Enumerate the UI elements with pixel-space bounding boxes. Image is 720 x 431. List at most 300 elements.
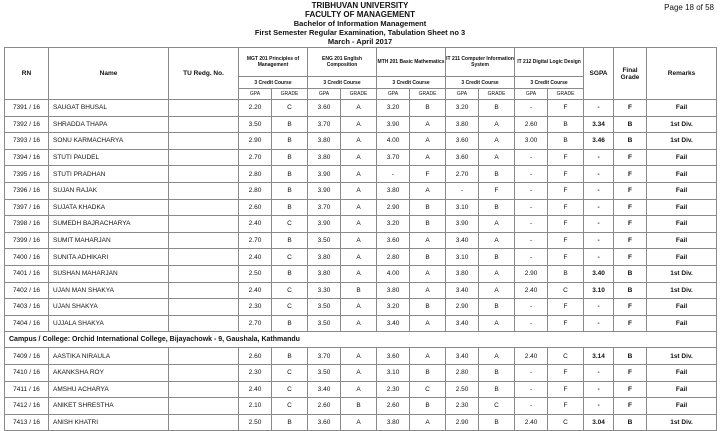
gpa-cell: 3.50 [239, 116, 272, 133]
table-row [5, 199, 717, 216]
gpa-cell: 3.10 [446, 199, 479, 216]
col-grade: GRADE [548, 89, 584, 100]
grade-cell: C [272, 398, 308, 415]
gpa-cell: 2.40 [239, 249, 272, 266]
gpa-cell: 3.80 [446, 265, 479, 282]
gpa-cell: - [377, 166, 410, 183]
final-grade-cell: F [614, 232, 647, 249]
table-row [5, 166, 717, 183]
name-cell: SUJAN RAJAK [49, 182, 169, 199]
grade-cell: A [341, 265, 377, 282]
final-grade-cell: F [614, 249, 647, 266]
name-cell: SUNITA ADHIKARI [49, 249, 169, 266]
grade-cell: C [272, 249, 308, 266]
name-cell: UJJALA SHAKYA [49, 315, 169, 332]
final-grade-cell: B [614, 116, 647, 133]
gpa-cell: 3.30 [308, 282, 341, 299]
rn-cell: 7410 / 16 [5, 364, 49, 381]
gpa-cell: 3.50 [308, 315, 341, 332]
grade-cell: B [272, 232, 308, 249]
grade-cell: C [479, 398, 515, 415]
grade-cell: B [548, 116, 584, 133]
grade-cell: B [410, 398, 446, 415]
col-tu-redg: TU Redg. No. [169, 48, 239, 100]
rn-cell: 7393 / 16 [5, 133, 49, 150]
gpa-cell: 3.80 [308, 249, 341, 266]
sgpa-cell: - [584, 398, 614, 415]
program-title: Bachelor of Information Management [293, 19, 427, 28]
gpa-cell: 3.60 [377, 232, 410, 249]
rn-cell: 7409 / 16 [5, 348, 49, 365]
grade-cell: B [272, 199, 308, 216]
gpa-cell: 2.40 [239, 282, 272, 299]
grade-cell: B [479, 414, 515, 431]
name-cell: UJAN MAN SHAKYA [49, 282, 169, 299]
sgpa-cell: 3.10 [584, 282, 614, 299]
gpa-cell: 3.60 [377, 348, 410, 365]
grade-cell: A [479, 282, 515, 299]
grade-cell: B [272, 182, 308, 199]
grade-cell: B [479, 381, 515, 398]
grade-cell: A [341, 381, 377, 398]
rn-cell: 7413 / 16 [5, 414, 49, 431]
grade-cell: C [272, 282, 308, 299]
gpa-cell: - [515, 232, 548, 249]
grade-cell: A [341, 216, 377, 233]
gpa-cell: 3.40 [308, 381, 341, 398]
name-cell: SAUGAT BHUSAL [49, 100, 169, 117]
gpa-cell: 3.80 [377, 182, 410, 199]
col-gpa: GPA [239, 89, 272, 100]
col-gpa: GPA [515, 89, 548, 100]
gpa-cell: 3.40 [446, 348, 479, 365]
grade-cell: A [410, 315, 446, 332]
gpa-cell: 2.80 [239, 182, 272, 199]
grade-cell: B [272, 265, 308, 282]
final-grade-cell: F [614, 216, 647, 233]
gpa-cell: 2.90 [446, 299, 479, 316]
gpa-cell: 3.40 [377, 315, 410, 332]
rn-cell: 7394 / 16 [5, 149, 49, 166]
remarks-cell: Fail [647, 232, 717, 249]
table-row [5, 265, 717, 282]
col-remarks: Remarks [647, 48, 717, 100]
rn-cell: 7403 / 16 [5, 299, 49, 316]
tu-redg-cell [169, 133, 239, 150]
grade-cell: F [548, 299, 584, 316]
gpa-cell: 2.40 [515, 348, 548, 365]
remarks-cell: Fail [647, 299, 717, 316]
grade-cell: F [548, 216, 584, 233]
gpa-cell: - [515, 249, 548, 266]
gpa-cell: 3.80 [308, 265, 341, 282]
table-row [5, 315, 717, 332]
sgpa-cell: - [584, 199, 614, 216]
session-title: March - April 2017 [327, 37, 393, 46]
sgpa-cell: - [584, 299, 614, 316]
col-grade: GRADE [272, 89, 308, 100]
gpa-cell: 2.60 [308, 398, 341, 415]
grade-cell: A [410, 282, 446, 299]
sgpa-cell: - [584, 182, 614, 199]
table-row [5, 249, 717, 266]
tabulation-table [4, 47, 717, 431]
gpa-cell: 3.70 [308, 116, 341, 133]
final-grade-cell: F [614, 166, 647, 183]
grade-cell: A [410, 348, 446, 365]
sgpa-cell: - [584, 381, 614, 398]
grade-cell: B [341, 398, 377, 415]
sgpa-cell: - [584, 249, 614, 266]
sgpa-cell: - [584, 149, 614, 166]
gpa-cell: 3.60 [446, 149, 479, 166]
remarks-cell: Fail [647, 315, 717, 332]
col-gpa: GPA [446, 89, 479, 100]
col-subject-3: MTH 201 Basic Mathematics [377, 48, 446, 77]
table-row [5, 232, 717, 249]
gpa-cell: 4.00 [377, 133, 410, 150]
gpa-cell: 2.90 [515, 265, 548, 282]
grade-cell: B [479, 199, 515, 216]
name-cell: AKANKSHA ROY [49, 364, 169, 381]
grade-cell: A [341, 182, 377, 199]
gpa-cell: 3.40 [446, 232, 479, 249]
name-cell: ANIKET SHRESTHA [49, 398, 169, 415]
table-row [5, 216, 717, 233]
table-row [5, 149, 717, 166]
name-cell: SONU KARMACHARYA [49, 133, 169, 150]
university-title: TRIBHUVAN UNIVERSITY [311, 1, 409, 10]
gpa-cell: 3.80 [308, 149, 341, 166]
grade-cell: A [479, 315, 515, 332]
rn-cell: 7397 / 16 [5, 199, 49, 216]
col-grade: GRADE [341, 89, 377, 100]
grade-cell: C [272, 299, 308, 316]
gpa-cell: - [515, 381, 548, 398]
col-subject-1: MGT 201 Principles of Management [239, 48, 308, 77]
name-cell: AASTIKA NIRAULA [49, 348, 169, 365]
final-grade-cell: F [614, 381, 647, 398]
col-name: Name [49, 48, 169, 100]
tu-redg-cell [169, 265, 239, 282]
grade-cell: B [479, 100, 515, 117]
name-cell: SUMIT MAHARJAN [49, 232, 169, 249]
grade-cell: B [272, 348, 308, 365]
grade-cell: C [272, 381, 308, 398]
gpa-cell: 2.90 [377, 199, 410, 216]
gpa-cell: 3.90 [308, 166, 341, 183]
table-row [5, 116, 717, 133]
final-grade-cell: B [614, 133, 647, 150]
table-row [5, 414, 717, 431]
grade-cell: A [341, 166, 377, 183]
final-grade-cell: B [614, 348, 647, 365]
grade-cell: B [479, 299, 515, 316]
col-rn: RN [5, 48, 49, 100]
grade-cell: A [410, 232, 446, 249]
grade-cell: A [479, 149, 515, 166]
gpa-cell: 3.50 [308, 232, 341, 249]
gpa-cell: 2.30 [446, 398, 479, 415]
grade-cell: B [410, 364, 446, 381]
col-gpa: GPA [377, 89, 410, 100]
gpa-cell: - [446, 182, 479, 199]
rn-cell: 7399 / 16 [5, 232, 49, 249]
sgpa-cell: 3.04 [584, 414, 614, 431]
grade-cell: B [272, 149, 308, 166]
grade-cell: B [341, 282, 377, 299]
name-cell: SUMEDH BAJRACHARYA [49, 216, 169, 233]
gpa-cell: 2.40 [239, 381, 272, 398]
grade-cell: A [479, 116, 515, 133]
gpa-cell: 3.90 [446, 216, 479, 233]
tu-redg-cell [169, 381, 239, 398]
tu-redg-cell [169, 100, 239, 117]
table-row [5, 299, 717, 316]
remarks-cell: Fail [647, 182, 717, 199]
tu-redg-cell [169, 149, 239, 166]
remarks-cell: 1st Div. [647, 414, 717, 431]
rn-cell: 7401 / 16 [5, 265, 49, 282]
grade-cell: A [341, 364, 377, 381]
grade-cell: A [410, 182, 446, 199]
grade-cell: F [548, 199, 584, 216]
grade-cell: C [410, 381, 446, 398]
grade-cell: F [548, 249, 584, 266]
credit-label: 3 Credit Course [308, 77, 377, 89]
grade-cell: C [272, 364, 308, 381]
tu-redg-cell [169, 348, 239, 365]
gpa-cell: 3.90 [377, 116, 410, 133]
credit-label: 3 Credit Course [239, 77, 308, 89]
grade-cell: A [410, 265, 446, 282]
gpa-cell: 2.60 [239, 199, 272, 216]
table-row [5, 133, 717, 150]
gpa-cell: 2.10 [239, 398, 272, 415]
col-grade: GRADE [410, 89, 446, 100]
rn-cell: 7391 / 16 [5, 100, 49, 117]
grade-cell: B [479, 249, 515, 266]
gpa-cell: 3.10 [446, 249, 479, 266]
grade-cell: C [548, 348, 584, 365]
page-number: Page 18 of 58 [664, 3, 714, 12]
name-cell: SHRADDA THAPA [49, 116, 169, 133]
gpa-cell: 2.70 [239, 315, 272, 332]
final-grade-cell: F [614, 364, 647, 381]
faculty-title: FACULTY OF MANAGEMENT [305, 10, 415, 19]
remarks-cell: 1st Div. [647, 116, 717, 133]
credit-label: 3 Credit Course [515, 77, 584, 89]
gpa-cell: 3.10 [377, 364, 410, 381]
sgpa-cell: 3.34 [584, 116, 614, 133]
final-grade-cell: F [614, 398, 647, 415]
credit-label: 3 Credit Course [377, 77, 446, 89]
grade-cell: F [548, 381, 584, 398]
sgpa-cell: - [584, 364, 614, 381]
rn-cell: 7402 / 16 [5, 282, 49, 299]
grade-cell: C [272, 100, 308, 117]
gpa-cell: 3.50 [308, 299, 341, 316]
gpa-cell: 3.00 [515, 133, 548, 150]
grade-cell: A [479, 133, 515, 150]
grade-cell: F [548, 100, 584, 117]
col-sgpa: SGPA [584, 48, 614, 100]
gpa-cell: 3.20 [377, 216, 410, 233]
grade-cell: F [548, 149, 584, 166]
credit-label: 3 Credit Course [446, 77, 515, 89]
tu-redg-cell [169, 232, 239, 249]
gpa-cell: 2.60 [239, 348, 272, 365]
gpa-cell: - [515, 364, 548, 381]
tu-redg-cell [169, 216, 239, 233]
grade-cell: C [548, 282, 584, 299]
final-grade-cell: F [614, 315, 647, 332]
grade-cell: B [410, 100, 446, 117]
gpa-cell: - [515, 182, 548, 199]
grade-cell: B [272, 166, 308, 183]
grade-cell: F [548, 232, 584, 249]
campus-label: Campus / College: Orchid International College, Bijayachowk - 9, Gaushala, Kathmandu [5, 332, 717, 348]
grade-cell: B [410, 249, 446, 266]
grade-cell: B [272, 116, 308, 133]
grade-cell: B [272, 133, 308, 150]
col-final-grade: Final Grade [614, 48, 647, 100]
grade-cell: F [548, 182, 584, 199]
remarks-cell: Fail [647, 199, 717, 216]
grade-cell: A [410, 414, 446, 431]
gpa-cell: 3.80 [308, 133, 341, 150]
gpa-cell: 3.90 [308, 182, 341, 199]
gpa-cell: 3.60 [446, 133, 479, 150]
grade-cell: F [548, 166, 584, 183]
tu-redg-cell [169, 182, 239, 199]
name-cell: UJAN SHAKYA [49, 299, 169, 316]
sgpa-cell: - [584, 216, 614, 233]
gpa-cell: 3.80 [446, 116, 479, 133]
gpa-cell: 4.00 [377, 265, 410, 282]
gpa-cell: - [515, 299, 548, 316]
gpa-cell: 3.80 [377, 282, 410, 299]
grade-cell: A [341, 348, 377, 365]
grade-cell: F [479, 182, 515, 199]
gpa-cell: 2.30 [239, 299, 272, 316]
grade-cell: A [341, 133, 377, 150]
gpa-cell: 2.70 [239, 232, 272, 249]
grade-cell: B [410, 199, 446, 216]
sgpa-cell: 3.40 [584, 265, 614, 282]
gpa-cell: - [515, 398, 548, 415]
table-row [5, 364, 717, 381]
gpa-cell: 3.70 [308, 199, 341, 216]
campus-row [5, 332, 717, 348]
gpa-cell: 2.80 [446, 364, 479, 381]
gpa-cell: - [515, 149, 548, 166]
col-gpa: GPA [308, 89, 341, 100]
grade-cell: C [548, 414, 584, 431]
col-subject-2: ENG 201 English Composition [308, 48, 377, 77]
grade-cell: B [479, 364, 515, 381]
col-subject-4: IT 211 Computer Information System [446, 48, 515, 77]
remarks-cell: 1st Div. [647, 265, 717, 282]
gpa-cell: 3.60 [308, 414, 341, 431]
gpa-cell: 2.90 [239, 133, 272, 150]
grade-cell: F [410, 166, 446, 183]
grade-cell: A [341, 299, 377, 316]
remarks-cell: Fail [647, 216, 717, 233]
grade-cell: B [272, 414, 308, 431]
table-row [5, 182, 717, 199]
col-grade: GRADE [479, 89, 515, 100]
gpa-cell: 2.50 [239, 265, 272, 282]
remarks-cell: 1st Div. [647, 348, 717, 365]
gpa-cell: 3.20 [446, 100, 479, 117]
rn-cell: 7396 / 16 [5, 182, 49, 199]
final-grade-cell: F [614, 182, 647, 199]
tu-redg-cell [169, 299, 239, 316]
gpa-cell: 2.70 [239, 149, 272, 166]
col-subject-5: IT 212 Digital Logic Design [515, 48, 584, 77]
grade-cell: A [341, 149, 377, 166]
table-row [5, 381, 717, 398]
rn-cell: 7404 / 16 [5, 315, 49, 332]
rn-cell: 7398 / 16 [5, 216, 49, 233]
sgpa-cell: - [584, 100, 614, 117]
grade-cell: B [272, 315, 308, 332]
remarks-cell: Fail [647, 364, 717, 381]
remarks-cell: 1st Div. [647, 133, 717, 150]
rn-cell: 7412 / 16 [5, 398, 49, 415]
tu-redg-cell [169, 315, 239, 332]
tu-redg-cell [169, 249, 239, 266]
gpa-cell: 2.80 [239, 166, 272, 183]
final-grade-cell: F [614, 199, 647, 216]
tu-redg-cell [169, 364, 239, 381]
grade-cell: C [272, 216, 308, 233]
grade-cell: A [341, 100, 377, 117]
table-row [5, 398, 717, 415]
remarks-cell: Fail [647, 398, 717, 415]
tu-redg-cell [169, 414, 239, 431]
grade-cell: F [548, 398, 584, 415]
grade-cell: A [341, 414, 377, 431]
sgpa-cell: - [584, 315, 614, 332]
gpa-cell: 3.40 [446, 282, 479, 299]
grade-cell: B [410, 216, 446, 233]
name-cell: SUJATA KHADKA [49, 199, 169, 216]
name-cell: STUTI PAUDEL [49, 149, 169, 166]
tu-redg-cell [169, 282, 239, 299]
tu-redg-cell [169, 199, 239, 216]
grade-cell: A [479, 348, 515, 365]
grade-cell: A [479, 232, 515, 249]
gpa-cell: 2.50 [239, 414, 272, 431]
final-grade-cell: B [614, 414, 647, 431]
table-row [5, 100, 717, 117]
grade-cell: A [341, 232, 377, 249]
gpa-cell: 3.50 [308, 364, 341, 381]
gpa-cell: - [515, 216, 548, 233]
gpa-cell: 2.40 [515, 414, 548, 431]
grade-cell: B [548, 265, 584, 282]
name-cell: ANISH KHATRI [49, 414, 169, 431]
gpa-cell: 3.80 [377, 414, 410, 431]
gpa-cell: 3.70 [308, 348, 341, 365]
student-rows [5, 100, 717, 431]
tu-redg-cell [169, 166, 239, 183]
final-grade-cell: F [614, 149, 647, 166]
grade-cell: A [341, 315, 377, 332]
rn-cell: 7395 / 16 [5, 166, 49, 183]
